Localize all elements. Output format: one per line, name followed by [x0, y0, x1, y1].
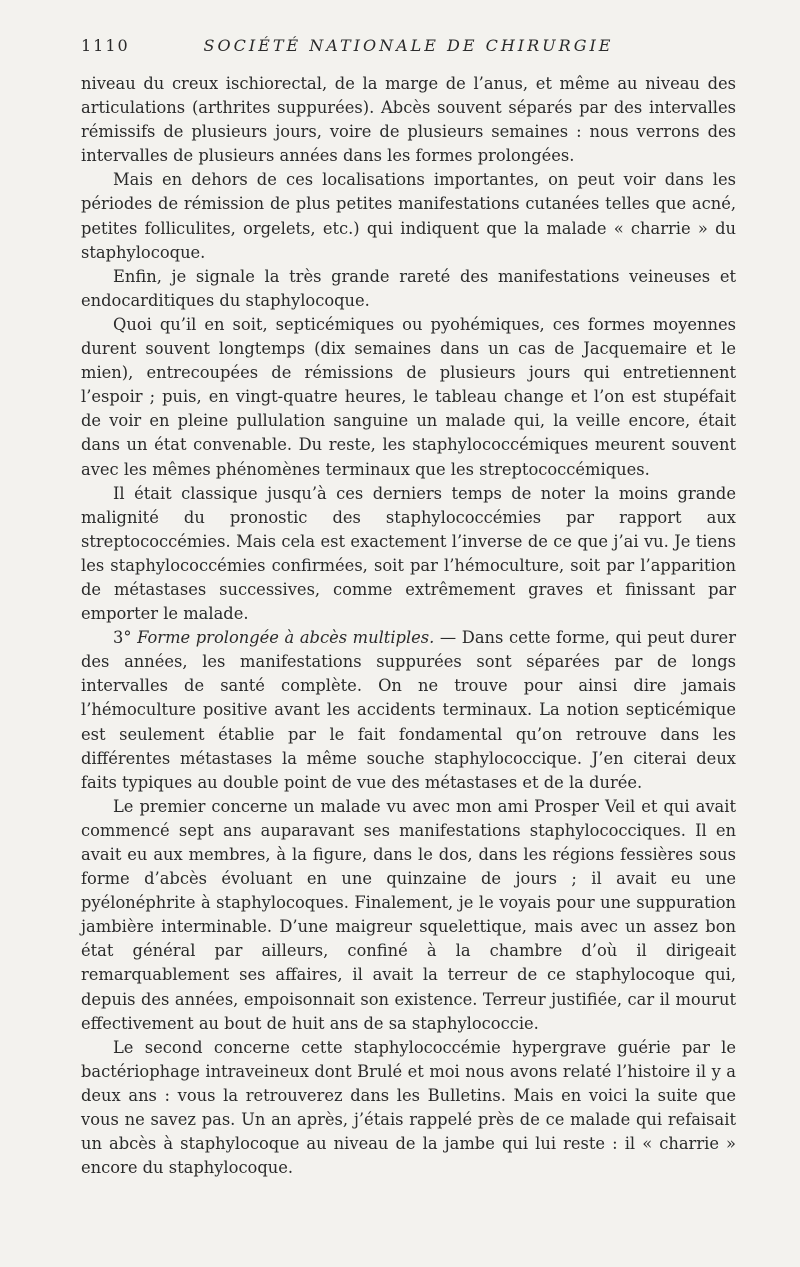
page-number: 1110 — [81, 36, 130, 55]
paragraph-2: Mais en dehors de ces localisations importantes, on peut voir dans les périodes de rémission de plus petites manifestations cutanées telles que acné, petites folliculites, orgelets, etc.) qui indiquent que la malade « charrie » du staphylocoque. — [81, 170, 736, 262]
running-title: SOCIÉTÉ NATIONALE DE CHIRURGIE — [203, 36, 614, 55]
page-header — [81, 36, 736, 58]
paragraph-5: Il était classique jusqu’à ces derniers temps de noter la moins grande malignité du pronostic des staphylococcémies par rapport aux streptococcémies. Mais cela est exactement l’inverse de ce que j’ai vu. Je tiens les staphylococcémies confirmées, soit par l’hémoculture, soit par l’apparition de métastases successives, comme extrêmement graves et finissant par emporter le malade. — [81, 483, 736, 624]
section-title: Forme prolongée à abcès multiples. — [137, 628, 435, 648]
paragraph-4: Quoi qu’il en soit, septicémiques ou pyohémiques, ces formes moyennes durent souvent longtemps (dix semaines dans un cas de Jacquemaire et le mien), entrecoupées de rémissions de plusieurs jours qui entretiennent l’espoir ; puis, en vingt-quatre heures, le tableau change et l’on est stupéfait de voir en pleine pullulation sanguine un malade qui, la veille encore, était dans un état convenable. Du reste, les staphylococcémiques meurent souvent avec les mêmes phénomènes terminaux que les streptococcémiques. — [81, 314, 736, 479]
section-number: 3° — [113, 628, 132, 648]
paragraph-6 — [81, 626, 736, 795]
paragraph-8: Le second concerne cette staphylococcémie hypergrave guérie par le bactériophage intraveineux dont Brulé et moi nous avons relaté l’histoire il y a deux ans : vous la retrouverez dans les Bulletins. Mais en voici la suite que vous ne savez pas. Un an après, j’étais rappelé près de ce malade qui refaisait un abcès à staphylocoque au niveau de la jambe qui lui reste : il « charrie » encore du staphylocoque. — [81, 1037, 736, 1178]
body-text — [81, 72, 736, 1180]
paragraph-6-text: — Dans cette forme, qui peut durer des années, les manifestations suppurées sont séparées par de longs intervalles de santé complète. On ne trouve pour ainsi dire jamais l’hémoculture positive avant les accidents terminaux. La notion septicémique est seulement établie par le fait fondamental qu’on retrouve dans les différentes métastases la même souche staphylococcique. J’en citerai deux faits typiques au double point de vue des métastases et de la durée. — [81, 628, 736, 792]
paragraph-7: Le premier concerne un malade vu avec mon ami Prosper Veil et qui avait commencé sept ans auparavant ses manifestations staphylococciques. Il en avait eu aux membres, à la figure, dans le dos, dans les régions fessières sous forme d’abcès évoluant en une quinzaine de jours ; il avait eu une pyélonéphrite à staphylocoques. Finalement, je le voyais pour une suppuration jambière interminable. D’une maigreur squelettique, mais avec un assez bon état général par ailleurs, confiné à la chambre d’où il dirigeait remarquablement ses affaires, il avait la terreur de ce staphylocoque qui, depuis des années, empoisonnait son existence. Terreur justifiée, car il mourut effectivement au bout de huit ans de sa staphylococcie. — [81, 796, 736, 1033]
paragraph-3: Enfin, je signale la très grande rareté des manifestations veineuses et endocarditiques du staphylocoque. — [81, 266, 736, 310]
paragraph-1: niveau du creux ischiorectal, de la marge de l’anus, et même au niveau des articulations (arthrites suppurées). Abcès souvent séparés par des intervalles rémissifs de plusieurs jours, voire de plusieurs semaines : nous verrons des intervalles de plusieurs années dans les formes prolongées. — [81, 74, 736, 166]
